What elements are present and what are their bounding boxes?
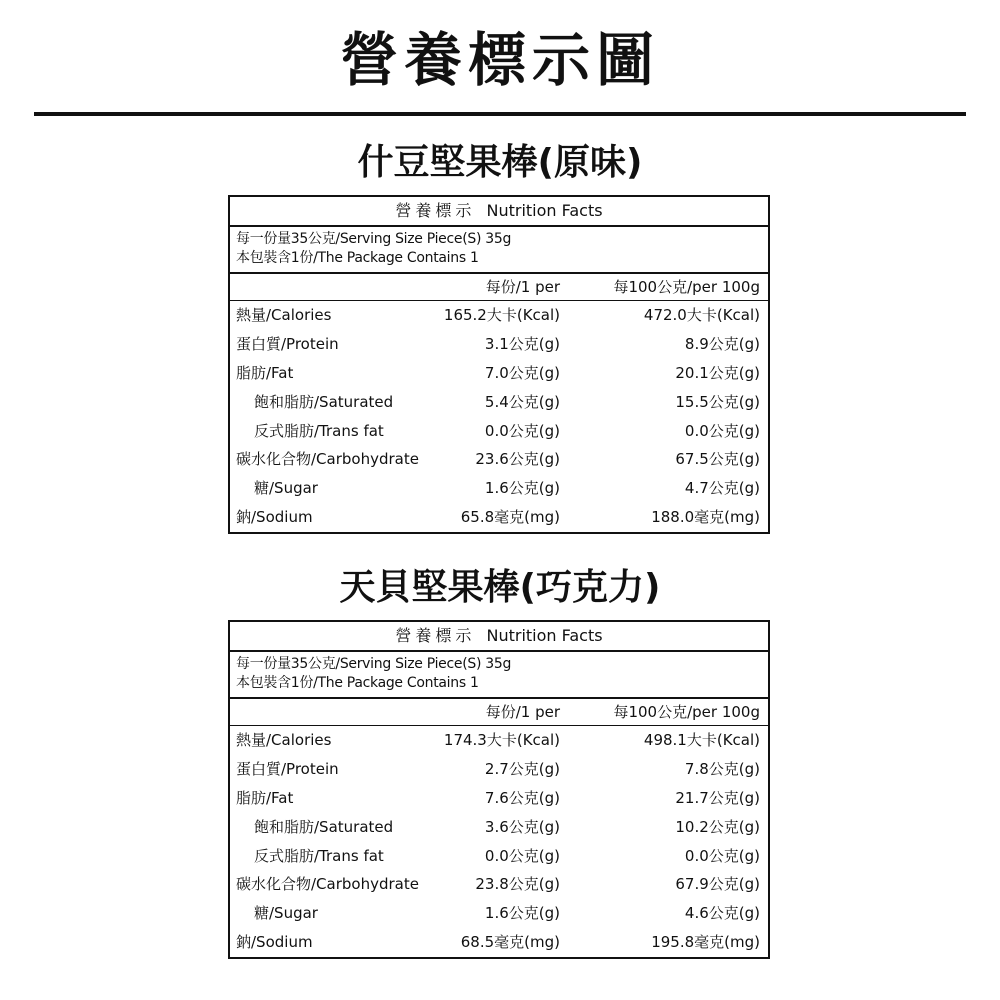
row-per-100g: 0.0公克(g) (684, 421, 760, 440)
table-row (230, 417, 768, 446)
header-zh: 營養標示 (395, 201, 476, 220)
product-title-original: 什豆堅果棒(原味) (357, 142, 643, 183)
row-per-100g: 4.6公克(g) (684, 904, 760, 923)
row-per-serving: 23.8公克(g) (475, 875, 560, 894)
row-per-100g: 10.2公克(g) (675, 817, 760, 836)
nutrition-table-original (228, 195, 770, 534)
row-per-serving: 3.6公克(g) (484, 817, 560, 836)
row-per-100g: 67.9公克(g) (675, 875, 760, 894)
row-label: 碳水化合物/Carbohydrate (236, 450, 419, 469)
row-per-100g: 498.1大卡(Kcal) (643, 731, 760, 749)
row-label: 脂肪/Fat (236, 788, 294, 807)
row-label: 糖/Sugar (254, 904, 318, 923)
row-per-serving: 7.6公克(g) (484, 788, 560, 807)
table-row (230, 842, 768, 871)
column-header-per-serving: 每份/1 per (485, 703, 560, 721)
table-row (230, 928, 768, 957)
column-header-row (230, 274, 768, 301)
product-title-chocolate: 天貝堅果棒(巧克力) (339, 567, 661, 608)
row-per-serving: 0.0公克(g) (484, 421, 560, 440)
row-label: 糖/Sugar (254, 479, 318, 498)
row-per-serving: 65.8毫克(mg) (460, 508, 560, 527)
row-label: 熱量/Calories (236, 306, 332, 324)
row-label: 脂肪/Fat (236, 363, 294, 382)
serving-size: 每一份量35公克/Serving Size Piece(S) 35g (236, 231, 512, 247)
table-row (230, 301, 768, 330)
header-zh: 營養標示 (395, 626, 476, 645)
row-label: 反式脂肪/Trans fat (254, 421, 384, 440)
row-per-serving: 7.0公克(g) (484, 363, 560, 382)
row-per-100g: 195.8毫克(mg) (651, 933, 760, 952)
row-label: 蛋白質/Protein (236, 334, 339, 353)
table-row (230, 445, 768, 474)
row-per-100g: 188.0毫克(mg) (651, 508, 760, 527)
servings-per-package: 本包裝含1份/The Package Contains 1 (236, 675, 479, 691)
row-per-serving: 5.4公克(g) (484, 392, 560, 411)
row-per-serving: 165.2大卡(Kcal) (443, 306, 560, 324)
row-per-100g: 7.8公克(g) (684, 759, 760, 778)
row-per-100g: 21.7公克(g) (675, 788, 760, 807)
table-row (230, 330, 768, 359)
title-divider (34, 112, 966, 116)
column-header-per-100g: 每100公克/per 100g (613, 703, 760, 721)
row-per-serving: 0.0公克(g) (484, 846, 560, 865)
header-en: Nutrition Facts (486, 626, 603, 645)
row-label: 鈉/Sodium (236, 933, 313, 952)
nutrition-table-header (230, 197, 768, 227)
table-row (230, 474, 768, 503)
table-row (230, 359, 768, 388)
row-per-serving: 3.1公克(g) (484, 334, 560, 353)
row-label: 碳水化合物/Carbohydrate (236, 875, 419, 894)
table-row (230, 726, 768, 755)
row-per-serving: 1.6公克(g) (484, 904, 560, 923)
table-row (230, 388, 768, 417)
header-en: Nutrition Facts (486, 201, 603, 220)
nutrition-table-chocolate (228, 620, 770, 959)
row-per-serving: 2.7公克(g) (484, 759, 560, 778)
table-row (230, 503, 768, 532)
row-label: 蛋白質/Protein (236, 759, 339, 778)
serving-info (230, 652, 768, 699)
row-per-100g: 67.5公克(g) (675, 450, 760, 469)
column-header-per-serving: 每份/1 per (485, 278, 560, 296)
row-per-serving: 1.6公克(g) (484, 479, 560, 498)
servings-per-package: 本包裝含1份/The Package Contains 1 (236, 250, 479, 266)
row-per-serving: 174.3大卡(Kcal) (443, 731, 560, 749)
table-row (230, 813, 768, 842)
column-header-row (230, 699, 768, 726)
row-per-100g: 8.9公克(g) (684, 334, 760, 353)
table-row (230, 899, 768, 928)
column-header-per-100g: 每100公克/per 100g (613, 278, 760, 296)
row-per-100g: 15.5公克(g) (675, 392, 760, 411)
row-per-100g: 20.1公克(g) (675, 363, 760, 382)
table-row (230, 755, 768, 784)
row-label: 反式脂肪/Trans fat (254, 846, 384, 865)
page-title: 營養標示圖 (339, 26, 660, 94)
table-row (230, 784, 768, 813)
nutrition-table-header (230, 622, 768, 652)
row-label: 鈉/Sodium (236, 508, 313, 527)
serving-size: 每一份量35公克/Serving Size Piece(S) 35g (236, 656, 512, 672)
row-per-100g: 4.7公克(g) (684, 479, 760, 498)
row-label: 飽和脂肪/Saturated (254, 392, 394, 411)
row-label: 飽和脂肪/Saturated (254, 817, 394, 836)
row-per-100g: 472.0大卡(Kcal) (643, 306, 760, 324)
row-per-serving: 23.6公克(g) (475, 450, 560, 469)
row-per-100g: 0.0公克(g) (684, 846, 760, 865)
row-label: 熱量/Calories (236, 731, 332, 749)
serving-info (230, 227, 768, 274)
table-row (230, 870, 768, 899)
row-per-serving: 68.5毫克(mg) (460, 933, 560, 952)
